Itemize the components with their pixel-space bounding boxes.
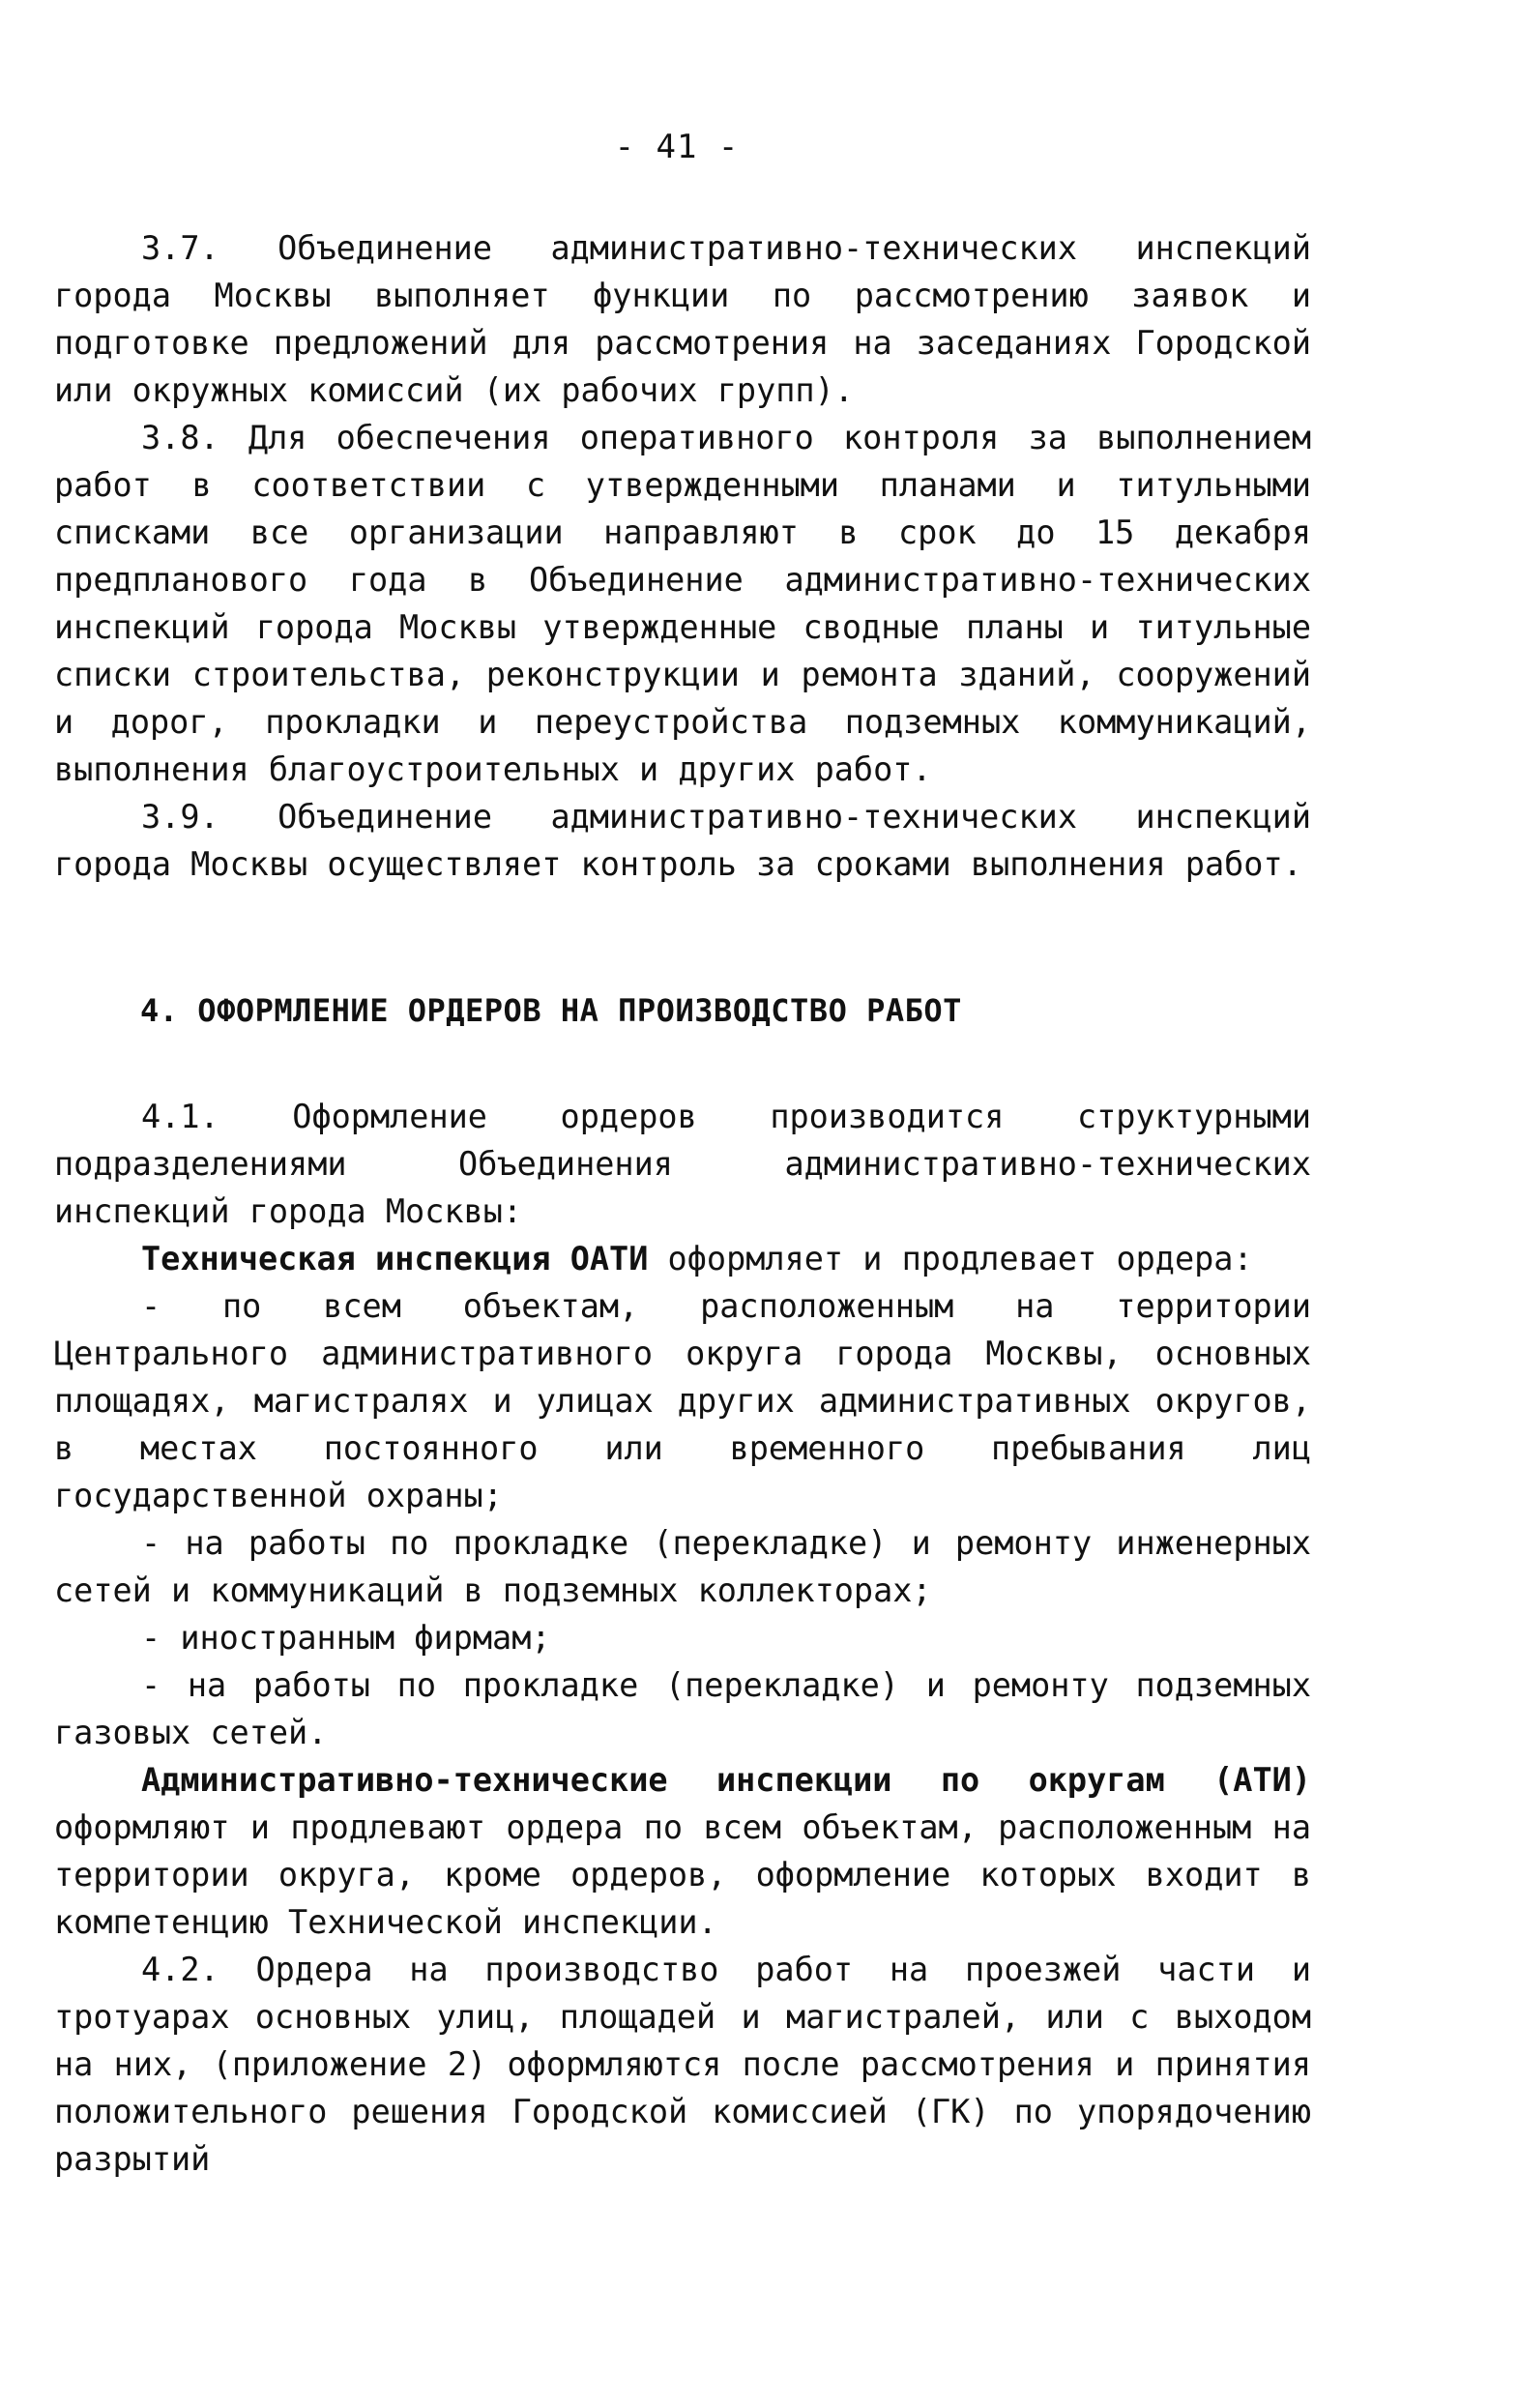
page-number: - 41 -	[614, 128, 740, 166]
list-item-foreign-firms: - иностранным фирмам;	[141, 1619, 551, 1657]
district-inspections-paragraph	[54, 1756, 1311, 1946]
section-4-heading: 4. ОФОРМЛЕНИЕ ОРДЕРОВ НА ПРОИЗВОДСТВО РАБОТ	[140, 992, 962, 1029]
paragraph-4-1: 4.1. Оформление ордеров производится структурными подразделениями Объединения административно-технических инспекций города Москвы:	[54, 1098, 1311, 1230]
technical-inspection-text: оформляет и продлевает ордера:	[648, 1240, 1253, 1277]
paragraph-3-7: 3.7. Объединение административно-технических инспекций города Москвы выполняет функции по рассмотрению заявок и подготовке предложений для рассмотрения на заседаниях Городской или окружных комиссий (их рабочих групп).	[54, 229, 1311, 409]
list-item-collectors: - на работы по прокладке (перекладке) и ремонту инженерных сетей и коммуникаций в подземных коллекторах;	[54, 1524, 1311, 1609]
paragraph-3-8: 3.8. Для обеспечения оперативного контроля за выполнением работ в соответствии с утвержденными планами и титульными списками все организации направляют в срок до 15 декабря предпланового года в Объединение административно-технических инспекций города Москвы утвержденные сводные планы и титульные списки строительства, реконструкции и ремонта зданий, сооружений и дорог, прокладки и переустройства подземных коммуникаций, выполнения благоустроительных и других работ.	[54, 419, 1311, 788]
technical-inspection-paragraph	[54, 1235, 1311, 1282]
district-inspections-lead: Административно-технические инспекции по округам (АТИ)	[141, 1761, 1311, 1799]
paragraph-3-9: 3.9. Объединение административно-технических инспекций города Москвы осуществляет контроль за сроками выполнения работ.	[54, 798, 1311, 883]
district-inspections-text: оформляют и продлевают ордера по всем объектам, расположенным на территории округа, кроме ордеров, оформление которых входит в компетенцию Технической инспекции.	[54, 1808, 1311, 1941]
list-item-central-district: - по всем объектам, расположенным на территории Центрального административного округа города Москвы, основных площадях, магистралях и улицах других административных округов, в местах постоянного или временного пребывания лиц государственной охраны;	[54, 1287, 1311, 1514]
section-4-body	[54, 1093, 1311, 2183]
technical-inspection-lead: Техническая инспекция ОАТИ	[141, 1240, 649, 1277]
paragraph-4-2: 4.2. Ордера на производство работ на проезжей части и тротуарах основных улиц, площадей и магистралей, или с выходом на них, (приложение 2) оформляются после рассмотрения и принятия положительного решения Городской комиссией (ГК) по упорядочению разрытий	[54, 1951, 1311, 2178]
section-3-body	[54, 224, 1311, 888]
list-item-gas-networks: - на работы по прокладке (перекладке) и ремонту подземных газовых сетей.	[54, 1666, 1311, 1751]
